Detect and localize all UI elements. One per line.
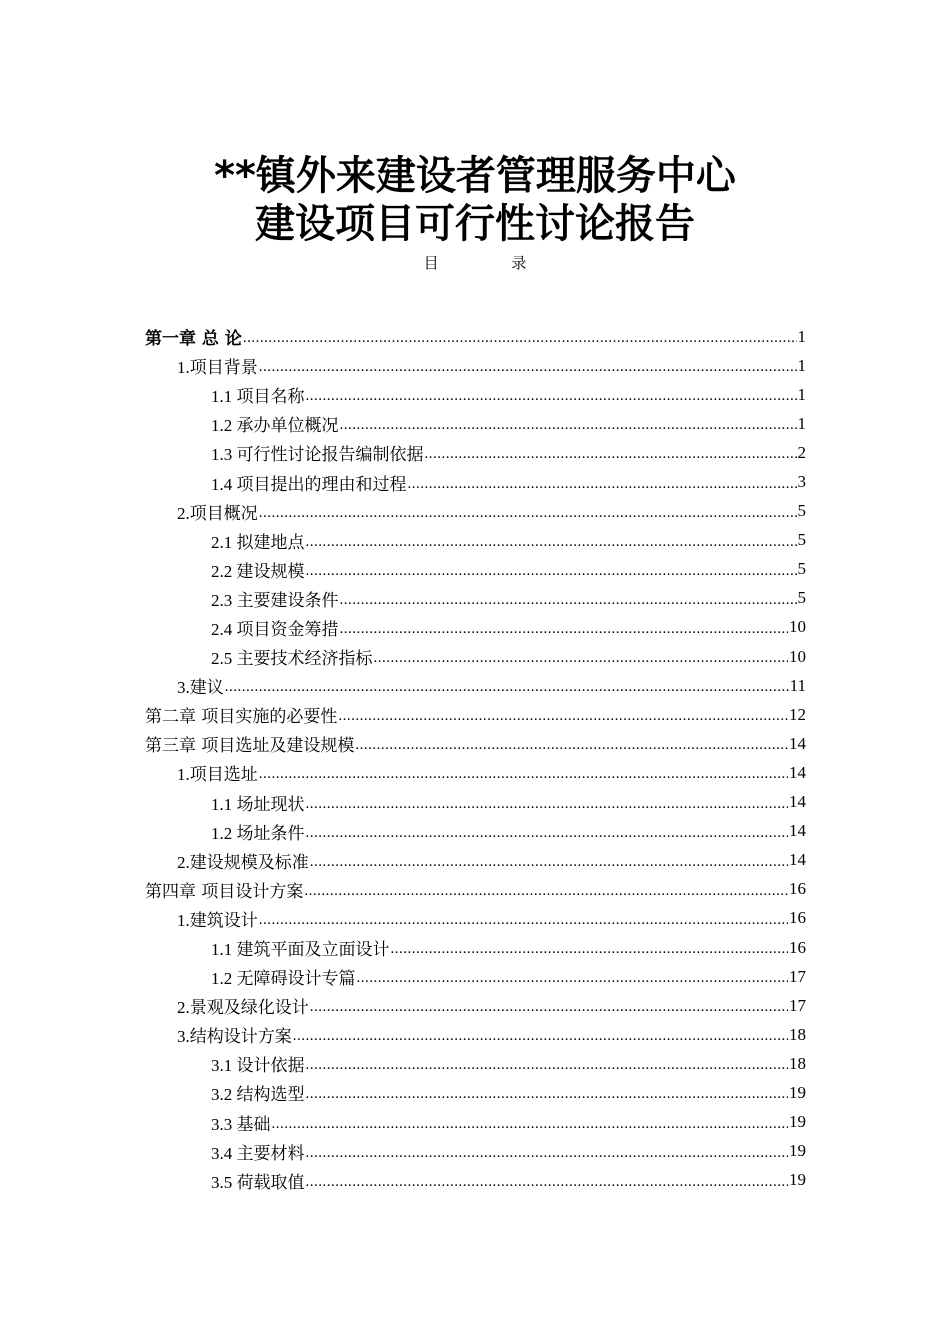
toc-entry-page-number: 5 [797,588,806,608]
toc-entry[interactable] [145,904,806,933]
toc-entry-title: 1.1 场址现状 [211,794,305,814]
toc-entry[interactable] [145,438,806,467]
toc-entry-title: 3.4 主要材料 [211,1143,305,1163]
toc-dot-leader [306,387,797,402]
toc-entry-page-number: 5 [797,501,806,521]
toc-entry-page-number: 2 [797,442,806,462]
toc-entry-title: 3.5 荷载取值 [211,1172,305,1192]
toc-entry-title: 3.1 设计依据 [211,1056,305,1076]
toc-entry-page-number: 12 [789,704,806,724]
toc-entry-page-number: 19 [789,1170,806,1190]
toc-dot-leader [340,416,797,431]
toc-dot-leader [374,649,789,664]
toc-entry-page-number: 1 [797,326,806,346]
toc-dot-leader [259,504,797,519]
toc-entry-title: 3.建议 [177,678,224,698]
toc-entry[interactable] [145,962,806,991]
toc-entry-title: 1.1 建筑平面及立面设计 [211,940,390,960]
toc-entry-title: 2.2 建设规模 [211,561,305,581]
toc-entry[interactable] [145,788,806,817]
toc-dot-leader [304,882,788,897]
toc-entry[interactable] [145,642,806,671]
toc-entry-page-number: 14 [789,850,806,870]
toc-entry-title: 1.建筑设计 [177,910,258,930]
toc-entry-page-number: 14 [789,821,806,841]
toc-entry-page-number: 16 [789,937,806,957]
toc-entry[interactable] [145,846,806,875]
toc-entry[interactable] [145,1166,806,1195]
toc-dot-leader [259,911,788,926]
toc-entry-page-number: 17 [789,966,806,986]
toc-entry[interactable] [145,351,806,380]
toc-entry-page-number: 19 [789,1141,806,1161]
toc-entry-page-number: 14 [789,762,806,782]
toc-entry[interactable] [145,1078,806,1107]
toc-entry-page-number: 17 [789,995,806,1015]
toc-dot-leader [355,736,788,751]
toc-entry-page-number: 18 [789,1024,806,1044]
toc-entry[interactable] [145,1137,806,1166]
toc-dot-leader [425,445,797,460]
toc-entry-page-number: 18 [789,1053,806,1073]
toc-dot-leader [408,475,797,490]
toc-entry[interactable] [145,467,806,496]
toc-entry-title: 2.5 主要技术经济指标 [211,649,373,669]
toc-dot-leader [306,824,789,839]
toc-entry-title: 1.项目背景 [177,358,258,378]
toc-entry-title: 1.2 场址条件 [211,823,305,843]
toc-entry-page-number: 3 [797,472,806,492]
toc-entry-page-number: 14 [789,733,806,753]
toc-entry[interactable] [145,555,806,584]
toc-entry-page-number: 16 [789,908,806,928]
toc-entry-title: 1.1 项目名称 [211,387,305,407]
toc-entry-title: 3.结构设计方案 [177,1027,292,1047]
toc-dot-leader [306,795,789,810]
toc-entry-title: 3.2 结构选型 [211,1085,305,1105]
toc-dot-leader [259,358,797,373]
toc-entry-title: 第四章 项目设计方案 [145,881,304,902]
toc-entry-title: 第三章 项目选址及建设规模 [145,736,355,757]
toc-entry-page-number: 1 [797,413,806,433]
toc-entry-title: 2.4 项目资金筹措 [211,619,339,639]
toc-dot-leader [310,853,788,868]
toc-dot-leader [306,533,797,548]
toc-dot-leader [306,1056,789,1071]
toc-dot-leader [259,765,788,780]
toc-entry-title: 2.项目概况 [177,503,258,523]
toc-entry[interactable] [145,758,806,787]
toc-entry-title: 第二章 项目实施的必要性 [145,707,338,728]
toc-entry[interactable] [145,1020,806,1049]
toc-entry-page-number: 10 [789,646,806,666]
toc-dot-leader [340,620,789,635]
toc-dot-leader [310,998,788,1013]
document-title-line2: 建设项目可行性讨论报告 [255,201,695,247]
toc-heading: 目 录 [423,254,561,272]
toc-entry-page-number: 19 [789,1082,806,1102]
toc-entry-page-number: 5 [797,530,806,550]
toc-entry-title: 第一章 总 论 [145,329,242,350]
toc-entry[interactable] [145,584,806,613]
toc-dot-leader [340,591,797,606]
toc-entry[interactable] [145,1108,806,1137]
toc-entry[interactable] [145,322,806,351]
toc-dot-leader [306,1173,789,1188]
toc-entry[interactable] [145,817,806,846]
toc-entry-title: 1.4 项目提出的理由和过程 [211,474,407,494]
toc-entry-title: 2.建设规模及标准 [177,852,309,872]
toc-entry-page-number: 5 [797,559,806,579]
toc-entry[interactable] [145,671,806,700]
toc-entry-page-number: 11 [789,675,806,695]
toc-entry[interactable] [145,1049,806,1078]
toc-entry-page-number: 1 [797,384,806,404]
toc-dot-leader [225,678,789,693]
toc-dot-leader [306,562,797,577]
toc-entry[interactable] [145,991,806,1020]
toc-entry-title: 3.3 基础 [211,1114,271,1134]
toc-dot-leader [306,1085,789,1100]
toc-entry-title: 1.项目选址 [177,765,258,785]
toc-entry-page-number: 16 [789,879,806,899]
toc-entry[interactable] [145,700,806,729]
toc-dot-leader [357,969,789,984]
toc-entry-title: 1.2 承办单位概况 [211,416,339,436]
toc-entry-title: 2.景观及绿化设计 [177,998,309,1018]
toc-entry-title: 1.2 无障碍设计专篇 [211,969,356,989]
toc-entry[interactable] [145,526,806,555]
toc-entry[interactable] [145,613,806,642]
toc-entry-page-number: 1 [797,355,806,375]
toc-entry[interactable] [145,409,806,438]
toc-dot-leader [243,329,797,344]
toc-entry[interactable] [145,497,806,526]
toc-entry[interactable] [145,380,806,409]
table-of-contents [145,322,806,1195]
toc-dot-leader [306,1144,789,1159]
toc-dot-leader [338,707,788,722]
toc-entry-title: 1.3 可行性讨论报告编制依据 [211,445,424,465]
toc-entry-page-number: 10 [789,617,806,637]
document-title-line1: **镇外来建设者管理服务中心 [214,153,736,199]
toc-dot-leader [391,940,789,955]
toc-entry[interactable] [145,729,806,758]
toc-entry-title: 2.3 主要建设条件 [211,590,339,610]
toc-entry-title: 2.1 拟建地点 [211,532,305,552]
toc-dot-leader [272,1115,789,1130]
toc-entry-page-number: 19 [789,1112,806,1132]
toc-entry[interactable] [145,875,806,904]
toc-entry-page-number: 14 [789,792,806,812]
toc-dot-leader [293,1027,788,1042]
toc-entry[interactable] [145,933,806,962]
